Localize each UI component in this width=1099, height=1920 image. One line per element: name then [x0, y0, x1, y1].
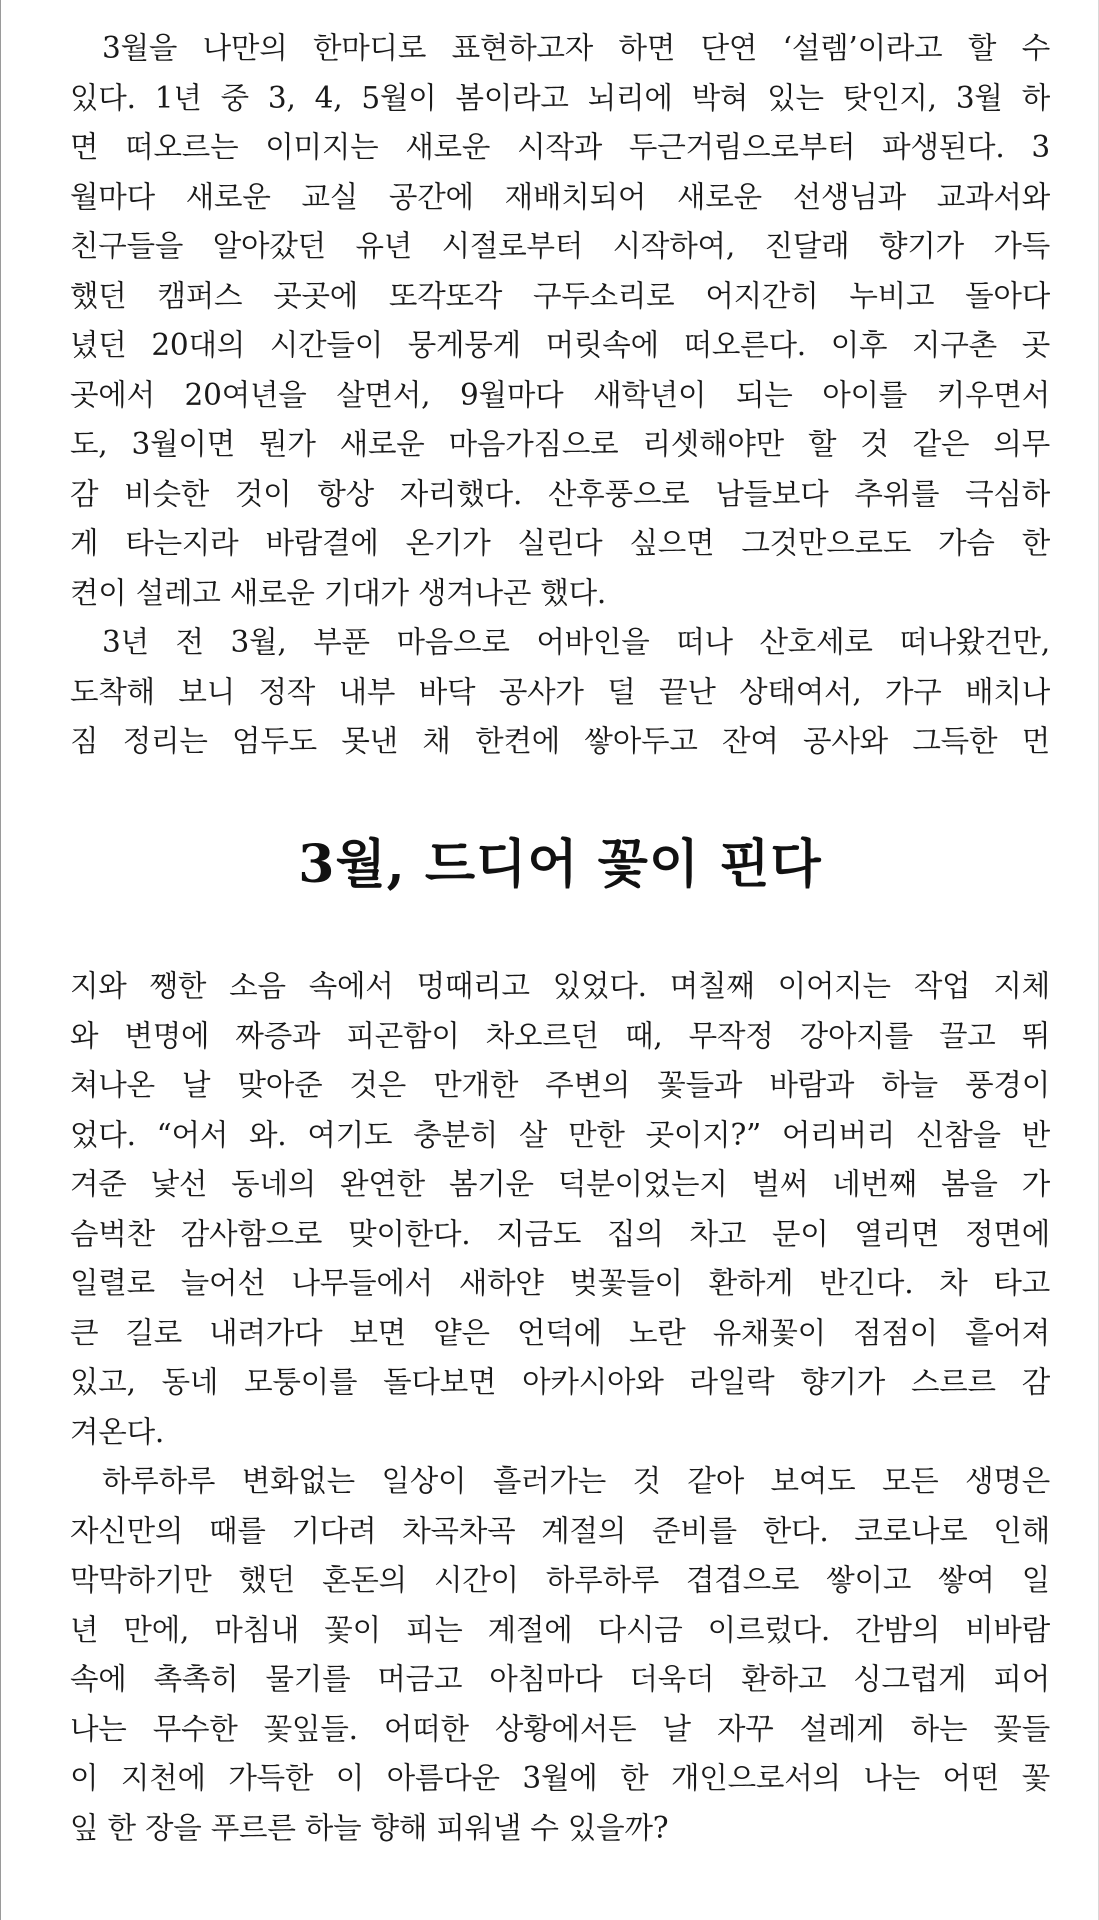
paragraph-line: 하루하루 변화없는 일상이 흘러가는 것 같아 보여도 모든 생명은 — [102, 1464, 1050, 1498]
paragraph-line: 있다. 1년 중 3, 4, 5월이 봄이라고 뇌리에 박혀 있는 탓인지, 3월 하 — [70, 80, 1050, 115]
paragraph-line: 녔던 20대의 시간들이 뭉게뭉게 머릿속에 떠오른다. 이후 지구촌 곳 — [70, 328, 1050, 362]
paragraph-line: 친구들을 알아갔던 유년 시절로부터 시작하여, 진달래 향기가 가득 — [70, 229, 1050, 263]
paragraph-line: 겨준 낯선 동네의 완연한 봄기운 덕분이었는지 벌써 네번째 봄을 가 — [70, 1167, 1050, 1201]
paragraph-line: 짐 정리는 엄두도 못낸 채 한켠에 쌓아두고 잔여 공사와 그득한 먼 — [70, 724, 1050, 758]
paragraph-line: 켠이 설레고 새로운 기대가 생겨나곤 했다. — [70, 575, 607, 610]
paragraph-line: 3년 전 3월, 부푼 마음으로 어바인을 떠나 산호세로 떠나왔건만, — [102, 625, 1050, 659]
paragraph-line: 겨온다. — [70, 1414, 165, 1449]
paragraph-line: 했던 캠퍼스 곳곳에 또각또각 구두소리로 어지간히 누비고 돌아다 — [70, 278, 1050, 313]
paragraph-line: 도, 3월이면 뭔가 새로운 마음가짐으로 리셋해야만 할 것 같은 의무 — [70, 427, 1050, 461]
paragraph-line: 있고, 동네 모퉁이를 돌다보면 아카시아와 라일락 향기가 스르르 감 — [70, 1365, 1050, 1399]
paragraph-line: 지와 쨍한 소음 속에서 멍때리고 있었다. 며칠째 이어지는 작업 지체 — [70, 969, 1050, 1003]
paragraph-line: 잎 한 장을 푸르른 하늘 향해 피워낼 수 있을까? — [70, 1810, 669, 1845]
paragraph-line: 게 타는지라 바람결에 온기가 실린다 싶으면 그것만으로도 가슴 한 — [70, 526, 1050, 560]
paragraph-line: 면 떠오르는 이미지는 새로운 시작과 두근거림으로부터 파생된다. 3 — [70, 130, 1050, 164]
article-body-lower — [70, 962, 1050, 1853]
paragraph-line: 이 지천에 가득한 이 아름다운 3월에 한 개인으로서의 나는 어떤 꽃 — [70, 1761, 1050, 1795]
paragraph-line: 었다. “어서 와. 여기도 충분히 살 만한 곳이지?” 어리버리 신참을 반 — [70, 1117, 1050, 1152]
paragraph-line: 감 비슷한 것이 항상 자리했다. 산후풍으로 남들보다 추위를 극심하 — [70, 476, 1050, 511]
paragraph-line: 월마다 새로운 교실 공간에 재배치되어 새로운 선생님과 교과서와 — [70, 179, 1050, 214]
paragraph-line: 년 만에, 마침내 꽃이 피는 계절에 다시금 이르렀다. 간밤의 비바람 — [70, 1612, 1050, 1647]
paragraph-line: 속에 촉촉히 물기를 머금고 아침마다 더욱더 환하고 싱그럽게 피어 — [70, 1662, 1050, 1696]
paragraph-line: 일렬로 늘어선 나무들에서 새하얀 벚꽃들이 환하게 반긴다. 차 타고 — [70, 1266, 1050, 1300]
paragraph-line: 쳐나온 날 맞아준 것은 만개한 주변의 꽃들과 바람과 하늘 풍경이 — [70, 1068, 1050, 1102]
article-body-upper — [70, 24, 1050, 767]
article-headline: 3월, 드디어 꽃이 핀다 — [298, 834, 822, 895]
paragraph-line: 자신만의 때를 기다려 차곡차곡 계절의 준비를 한다. 코로나로 인해 — [70, 1513, 1050, 1548]
paragraph-line: 3월을 나만의 한마디로 표현하고자 하면 단연 ‘설렘’이라고 할 수 — [102, 31, 1050, 65]
paragraph-line: 막막하기만 했던 혼돈의 시간이 하루하루 겹겹으로 쌓이고 쌓여 일 — [70, 1563, 1050, 1597]
paragraph-line: 와 변명에 짜증과 피곤함이 차오르던 때, 무작정 강아지를 끌고 뛰 — [70, 1018, 1050, 1053]
paragraph-line: 슴벅찬 감사함으로 맞이한다. 지금도 집의 차고 문이 열리면 정면에 — [70, 1216, 1050, 1251]
paragraph-line: 나는 무수한 꽃잎들. 어떠한 상황에서든 날 자꾸 설레게 하는 꽃들 — [70, 1711, 1050, 1746]
paragraph-line: 큰 길로 내려가다 보면 얕은 언덕에 노란 유채꽃이 점점이 흩어져 — [70, 1315, 1050, 1350]
page-left-edge — [0, 0, 1, 1920]
paragraph-line: 도착해 보니 정작 내부 바닥 공사가 덜 끝난 상태여서, 가구 배치나 — [70, 674, 1050, 709]
paragraph-line: 곳에서 20여년을 살면서, 9월마다 새학년이 되는 아이를 키우면서 — [70, 377, 1050, 412]
